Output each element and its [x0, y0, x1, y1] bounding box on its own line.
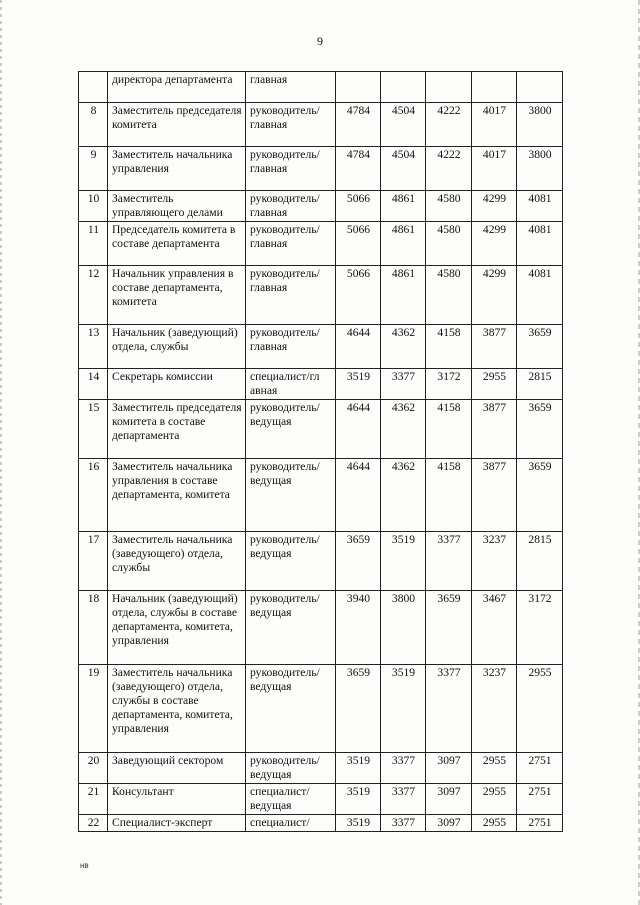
salary-value-cell: 4017	[472, 147, 517, 191]
salary-value-cell: 5066	[336, 222, 381, 266]
table-row	[79, 532, 563, 591]
position-cell: Начальник (заведующий) отдела, службы в составе департамента, комитета, управления	[108, 591, 246, 665]
position-group-cell: руководитель/ ведущая	[246, 665, 336, 753]
salary-value-cell: 4861	[381, 191, 426, 222]
position-group-cell: руководитель/ главная	[246, 103, 336, 147]
position-cell: Заместитель управляющего делами	[108, 191, 246, 222]
position-cell: Консультант	[108, 784, 246, 815]
scan-left-edge	[0, 0, 2, 905]
row-number-cell: 13	[79, 325, 108, 369]
salary-value-cell: 4644	[336, 459, 381, 532]
table-row	[79, 369, 563, 400]
row-number-cell: 16	[79, 459, 108, 532]
salary-value-cell: 3659	[336, 665, 381, 753]
table-row	[79, 753, 563, 784]
salary-value-cell: 3377	[381, 815, 426, 832]
salary-value-cell: 4299	[472, 266, 517, 325]
salary-value-cell: 4081	[517, 266, 563, 325]
table-row	[79, 266, 563, 325]
row-number-cell: 9	[79, 147, 108, 191]
salary-value-cell: 4580	[426, 222, 472, 266]
row-number-cell: 22	[79, 815, 108, 832]
salary-value-cell	[472, 72, 517, 103]
salary-value-cell	[517, 72, 563, 103]
salary-value-cell: 5066	[336, 191, 381, 222]
salary-value-cell: 4081	[517, 222, 563, 266]
position-group-cell: специалист/гл авная	[246, 369, 336, 400]
salary-value-cell: 2815	[517, 369, 563, 400]
row-number-cell: 21	[79, 784, 108, 815]
salary-value-cell: 4644	[336, 325, 381, 369]
salary-value-cell: 4784	[336, 147, 381, 191]
table-row	[79, 191, 563, 222]
table-row	[79, 103, 563, 147]
salary-value-cell: 3519	[336, 784, 381, 815]
table-row	[79, 400, 563, 459]
position-group-cell: руководитель/ главная	[246, 147, 336, 191]
salary-value-cell	[381, 72, 426, 103]
row-number-cell	[79, 72, 108, 103]
position-cell: директора департамента	[108, 72, 246, 103]
row-number-cell: 8	[79, 103, 108, 147]
position-cell: Секретарь комиссии	[108, 369, 246, 400]
salary-value-cell: 4861	[381, 222, 426, 266]
table-row	[79, 147, 563, 191]
table-row	[79, 222, 563, 266]
salary-value-cell	[336, 72, 381, 103]
position-group-cell: руководитель/ ведущая	[246, 591, 336, 665]
position-cell: Заведующий сектором	[108, 753, 246, 784]
table-row	[79, 325, 563, 369]
salary-value-cell: 3377	[381, 369, 426, 400]
salary-value-cell: 2955	[472, 369, 517, 400]
salary-value-cell: 4299	[472, 191, 517, 222]
salary-value-cell: 4158	[426, 400, 472, 459]
position-cell: Специалист-эксперт	[108, 815, 246, 832]
salary-value-cell: 4504	[381, 103, 426, 147]
salary-value-cell: 3940	[336, 591, 381, 665]
row-number-cell: 15	[79, 400, 108, 459]
row-number-cell: 17	[79, 532, 108, 591]
table-row	[79, 459, 563, 532]
salary-value-cell: 4784	[336, 103, 381, 147]
salary-value-cell: 3519	[336, 369, 381, 400]
salary-value-cell: 3097	[426, 815, 472, 832]
table-row	[79, 784, 563, 815]
salary-value-cell: 2955	[472, 753, 517, 784]
salary-value-cell: 3800	[517, 103, 563, 147]
salary-value-cell: 2751	[517, 815, 563, 832]
position-group-cell: руководитель/ главная	[246, 325, 336, 369]
salary-value-cell: 3237	[472, 665, 517, 753]
salary-value-cell: 3172	[517, 591, 563, 665]
salary-value-cell: 3659	[426, 591, 472, 665]
position-group-cell: специалист/	[246, 815, 336, 832]
salary-value-cell: 5066	[336, 266, 381, 325]
salary-value-cell: 4861	[381, 266, 426, 325]
salary-value-cell: 3097	[426, 784, 472, 815]
position-group-cell: руководитель/ ведущая	[246, 400, 336, 459]
salary-value-cell: 3659	[517, 400, 563, 459]
salary-value-cell: 4081	[517, 191, 563, 222]
position-group-cell: главная	[246, 72, 336, 103]
table-row	[79, 665, 563, 753]
salary-value-cell: 3377	[381, 784, 426, 815]
salary-value-cell: 4158	[426, 325, 472, 369]
table-row	[79, 72, 563, 103]
salary-value-cell: 3519	[336, 753, 381, 784]
row-number-cell: 18	[79, 591, 108, 665]
salary-value-cell: 4580	[426, 266, 472, 325]
table-row	[79, 591, 563, 665]
position-cell: Заместитель председателя комитета	[108, 103, 246, 147]
salary-value-cell: 4017	[472, 103, 517, 147]
salary-value-cell: 3877	[472, 400, 517, 459]
salary-value-cell: 3237	[472, 532, 517, 591]
position-cell: Начальник управления в составе департамента, комитета	[108, 266, 246, 325]
salary-table	[78, 71, 563, 832]
position-cell: Начальник (заведующий) отдела, службы	[108, 325, 246, 369]
salary-value-cell: 4158	[426, 459, 472, 532]
position-group-cell: руководитель/ главная	[246, 222, 336, 266]
salary-value-cell: 3172	[426, 369, 472, 400]
salary-value-cell: 3800	[517, 147, 563, 191]
salary-value-cell: 3659	[336, 532, 381, 591]
salary-value-cell: 2955	[472, 784, 517, 815]
salary-value-cell: 3377	[426, 665, 472, 753]
salary-value-cell: 3800	[381, 591, 426, 665]
salary-value-cell: 2751	[517, 753, 563, 784]
row-number-cell: 14	[79, 369, 108, 400]
salary-value-cell: 3519	[381, 665, 426, 753]
row-number-cell: 19	[79, 665, 108, 753]
salary-value-cell: 2955	[517, 665, 563, 753]
row-number-cell: 10	[79, 191, 108, 222]
salary-value-cell: 3097	[426, 753, 472, 784]
salary-value-cell: 4222	[426, 147, 472, 191]
position-cell: Заместитель председателя комитета в составе департамента	[108, 400, 246, 459]
salary-value-cell: 3377	[426, 532, 472, 591]
table-row	[79, 815, 563, 832]
position-cell: Заместитель начальника (заведующего) отдела, службы	[108, 532, 246, 591]
salary-value-cell: 3519	[336, 815, 381, 832]
salary-value-cell: 4644	[336, 400, 381, 459]
salary-value-cell: 4362	[381, 325, 426, 369]
salary-value-cell: 4504	[381, 147, 426, 191]
position-cell: Председатель комитета в составе департамента	[108, 222, 246, 266]
salary-value-cell: 3659	[517, 325, 563, 369]
row-number-cell: 11	[79, 222, 108, 266]
position-group-cell: руководитель/ ведущая	[246, 532, 336, 591]
position-group-cell: руководитель/ главная	[246, 266, 336, 325]
salary-value-cell: 4222	[426, 103, 472, 147]
position-group-cell: специалист/ ведущая	[246, 784, 336, 815]
salary-value-cell: 3377	[381, 753, 426, 784]
salary-value-cell: 3467	[472, 591, 517, 665]
salary-value-cell: 4580	[426, 191, 472, 222]
row-number-cell: 20	[79, 753, 108, 784]
salary-value-cell: 2955	[472, 815, 517, 832]
table-body	[79, 72, 563, 832]
salary-value-cell	[426, 72, 472, 103]
position-cell: Заместитель начальника управления в составе департамента, комитета	[108, 459, 246, 532]
salary-value-cell: 4299	[472, 222, 517, 266]
position-group-cell: руководитель/ ведущая	[246, 753, 336, 784]
salary-value-cell: 4362	[381, 400, 426, 459]
salary-value-cell: 3877	[472, 459, 517, 532]
salary-value-cell: 4362	[381, 459, 426, 532]
footer-mark: нв	[80, 861, 89, 870]
position-cell: Заместитель начальника (заведующего) отдела, службы в составе департамента, комитета, управления	[108, 665, 246, 753]
position-group-cell: руководитель/ главная	[246, 191, 336, 222]
salary-value-cell: 3877	[472, 325, 517, 369]
salary-value-cell: 2751	[517, 784, 563, 815]
salary-value-cell: 3519	[381, 532, 426, 591]
salary-value-cell: 2815	[517, 532, 563, 591]
page-number: 9	[317, 34, 323, 48]
salary-value-cell: 3659	[517, 459, 563, 532]
position-cell: Заместитель начальника управления	[108, 147, 246, 191]
row-number-cell: 12	[79, 266, 108, 325]
position-group-cell: руководитель/ ведущая	[246, 459, 336, 532]
